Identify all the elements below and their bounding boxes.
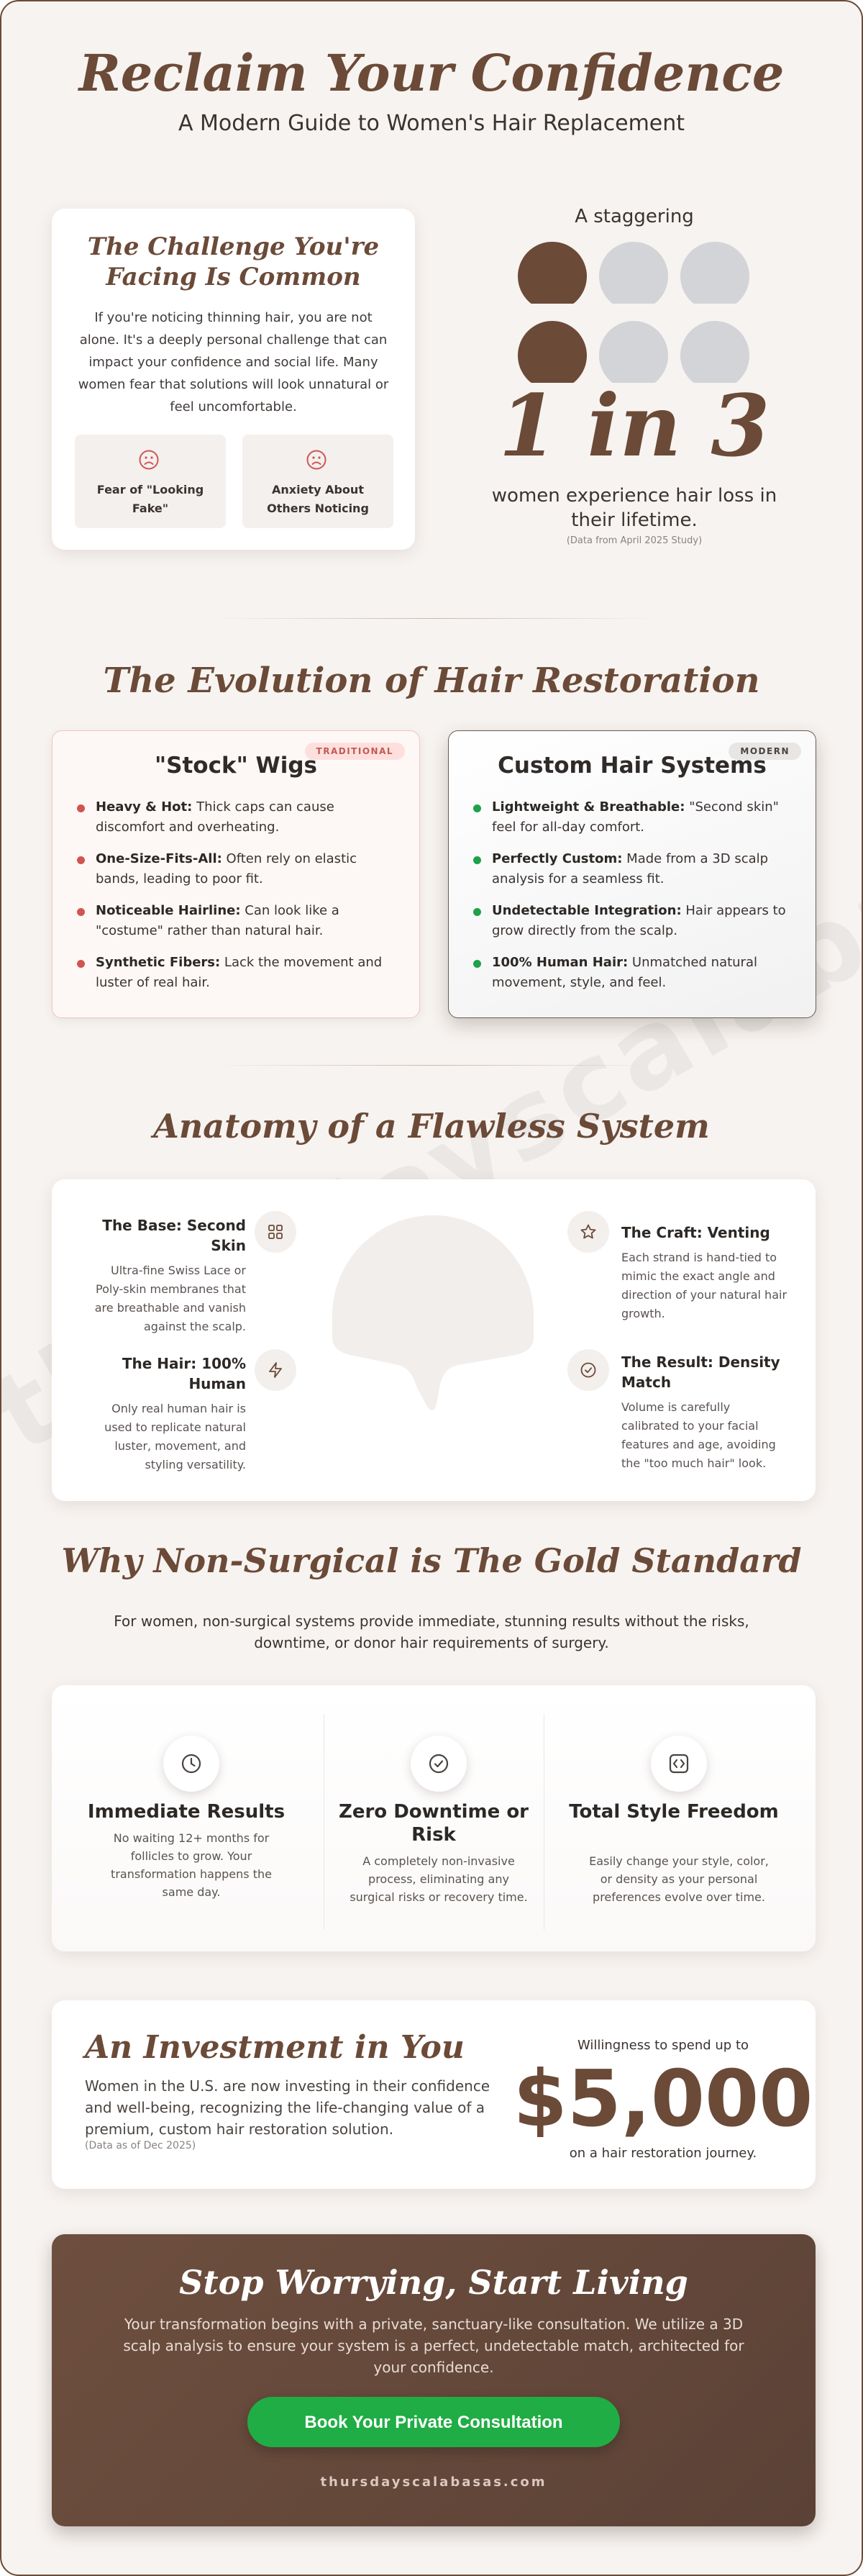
modern-feature: 100% Human Hair: Unmatched natural movement, style, and feel. xyxy=(492,953,794,993)
benefit-style-freedom xyxy=(564,1685,784,1951)
section-divider xyxy=(210,618,656,619)
cta-section xyxy=(52,2234,816,2526)
evolution-title: The Evolution of Hair Restoration xyxy=(103,661,760,701)
benefit-title: Immediate Results xyxy=(87,1801,286,1823)
anatomy-item-density xyxy=(621,1352,787,1473)
fear-looking-fake-pill xyxy=(75,435,226,528)
hair-system-graphic xyxy=(332,1215,534,1453)
anatomy-item-venting xyxy=(621,1223,787,1323)
benefit-title: Total Style Freedom xyxy=(569,1801,779,1823)
positive-bullet xyxy=(473,908,481,916)
modern-heading: Custom Hair Systems xyxy=(498,753,767,779)
section-divider xyxy=(210,1065,656,1066)
negative-bullet xyxy=(77,960,85,968)
anatomy-item-desc: Volume is carefully calibrated to your facial features and age, avoiding the "too much hair" look. xyxy=(621,1400,776,1470)
modern-feature: Perfectly Custom: Made from a 3D scalp analysis for a seamless fit. xyxy=(492,849,794,889)
benefit-immediate-results xyxy=(76,1685,296,1951)
positive-bullet xyxy=(473,804,481,812)
page-subtitle: A Modern Guide to Women's Hair Replacement xyxy=(178,111,685,136)
modern-card xyxy=(448,730,816,1018)
investment-body: Women in the U.S. are now investing in their confidence and well-being, recognizing the life-changing value of a premium, custom hair restoration solution. xyxy=(85,2077,490,2138)
code-box-icon xyxy=(651,1736,707,1792)
sad-face-icon xyxy=(138,449,160,471)
traditional-feature: Noticeable Hairline: Can look like a "costume" rather than natural hair. xyxy=(96,901,398,941)
anatomy-item-title: The Result: Density Match xyxy=(621,1353,780,1391)
stat-dot-affected xyxy=(518,321,587,383)
positive-bullet xyxy=(473,960,481,968)
traditional-feature: Synthetic Fibers: Lack the movement and luster of real hair. xyxy=(96,953,398,993)
grid-icon xyxy=(255,1211,296,1253)
anatomy-item-title: The Hair: 100% Human xyxy=(122,1355,246,1392)
stat-dot xyxy=(680,321,749,383)
nonsurgical-title: Why Non-Surgical is The Gold Standard xyxy=(61,1541,802,1580)
anatomy-item-desc: Only real human hair is used to replicate natural luster, movement, and styling versatility. xyxy=(104,1402,246,1471)
traditional-tag: TRADITIONAL xyxy=(305,743,405,760)
challenge-body: If you're noticing thinning hair, you are not alone. It's a deeply personal challenge that can impact your confidence and social life. Many women fear that solutions will look unnatural or feel uncomfortable. xyxy=(78,310,389,414)
stat-description: women experience hair loss in their lifetime. xyxy=(491,485,777,531)
stat-dot xyxy=(680,242,749,304)
anatomy-item-base xyxy=(81,1215,246,1336)
star-icon xyxy=(567,1211,609,1253)
investment-card xyxy=(52,2000,816,2189)
benefit-desc: Easily change your style, color, or density as your personal preferences evolve over time. xyxy=(589,1854,769,1904)
investment-amount: $5,000 xyxy=(513,2054,813,2144)
nonsurgical-card xyxy=(52,1685,816,1951)
benefit-zero-downtime xyxy=(324,1685,544,1951)
traditional-heading: "Stock" Wigs xyxy=(155,753,317,779)
anatomy-item-title: The Craft: Venting xyxy=(621,1224,770,1241)
modern-feature: Undetectable Integration: Hair appears to grow directly from the scalp. xyxy=(492,901,794,941)
site-link[interactable]: thursdayscalabasas.com xyxy=(320,2475,547,2490)
stat-dot xyxy=(599,242,668,304)
page-title: Reclaim Your Confidence xyxy=(78,43,785,103)
modern-tag: MODERN xyxy=(729,743,801,760)
check-circle-icon xyxy=(567,1349,609,1391)
challenge-heading: The Challenge You're Facing Is Common xyxy=(87,232,380,291)
investment-heading: An Investment in You xyxy=(85,2029,465,2066)
sad-face-icon xyxy=(306,449,327,471)
willingness-label: Willingness to spend up to xyxy=(577,2038,749,2053)
book-consultation-button[interactable]: Book Your Private Consultation xyxy=(247,2397,620,2447)
bolt-icon xyxy=(255,1349,296,1391)
negative-bullet xyxy=(77,856,85,864)
stat-source-note: (Data from April 2025 Study) xyxy=(566,535,703,546)
benefit-title: Zero Downtime or Risk xyxy=(339,1801,529,1846)
fear-label: Fear of "Looking Fake" xyxy=(96,483,204,515)
traditional-feature: One-Size-Fits-All: Often rely on elastic bands, leading to poor fit. xyxy=(96,849,398,889)
stat-intro: A staggering xyxy=(575,206,694,227)
fear-label: Anxiety About Others Noticing xyxy=(267,483,369,515)
fear-others-noticing-pill xyxy=(242,435,393,528)
anatomy-item-desc: Each strand is hand-tied to mimic the exact angle and direction of your natural hair growth. xyxy=(621,1251,787,1320)
challenge-card xyxy=(52,209,415,550)
modern-feature: Lightweight & Breathable: "Second skin" feel for all-day comfort. xyxy=(492,797,794,838)
investment-suffix: on a hair restoration journey. xyxy=(569,2146,757,2161)
stat-value: 1 in 3 xyxy=(498,376,770,476)
negative-bullet xyxy=(77,804,85,812)
stat-dot-affected xyxy=(518,242,587,304)
check-circle-icon xyxy=(411,1736,467,1792)
anatomy-item-hair xyxy=(81,1353,246,1474)
traditional-feature: Heavy & Hot: Thick caps can cause discomfort and overheating. xyxy=(96,797,398,838)
traditional-card xyxy=(52,730,420,1018)
positive-bullet xyxy=(473,856,481,864)
investment-note: (Data as of Dec 2025) xyxy=(85,2140,196,2151)
negative-bullet xyxy=(77,908,85,916)
cta-heading: Stop Worrying, Start Living xyxy=(179,2263,688,2302)
cta-body: Your transformation begins with a private, sanctuary-like consultation. We utilize a 3D scalp analysis to ensure your system is a perfect, undetectable match, architected for your confidence. xyxy=(123,2316,744,2376)
stat-dot xyxy=(599,321,668,383)
clock-icon xyxy=(163,1736,219,1792)
nonsurgical-subtitle: For women, non-surgical systems provide immediate, stunning results without the risks, downtime, or donor hair requirements of surgery. xyxy=(114,1613,749,1651)
stat-dots-row-2 xyxy=(515,321,752,383)
benefit-desc: No waiting 12+ months for follicles to grow. Your transformation happens the same day. xyxy=(111,1831,272,1899)
benefit-desc: A completely non-invasive process, eliminating any surgical risks or recovery time. xyxy=(350,1854,528,1904)
anatomy-card xyxy=(52,1179,816,1501)
anatomy-item-title: The Base: Second Skin xyxy=(102,1217,246,1254)
anatomy-title: Anatomy of a Flawless System xyxy=(153,1107,710,1146)
anatomy-item-desc: Ultra-fine Swiss Lace or Poly-skin membranes that are breathable and vanish against the scalp. xyxy=(94,1264,246,1333)
stat-dots-row-1 xyxy=(515,242,752,304)
